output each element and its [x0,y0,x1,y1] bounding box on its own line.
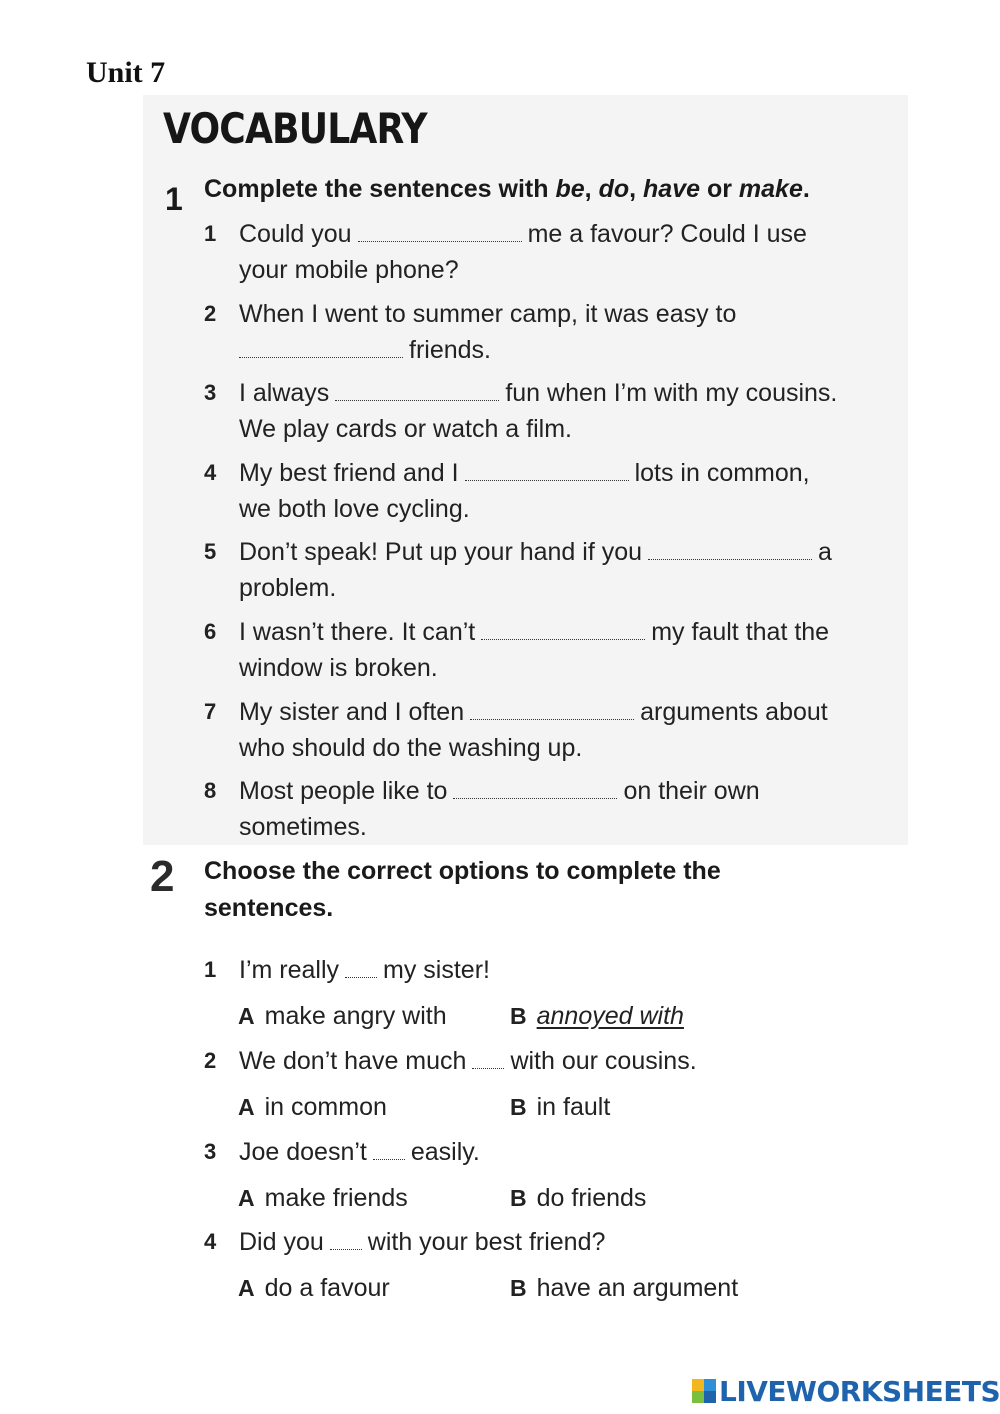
option-a[interactable]: A in common [238,1093,387,1121]
logo-tile [692,1391,704,1403]
item-line-2: we both love cycling. [239,495,470,523]
item-line-2: problem. [239,574,337,602]
item-line-1: My best friend and I lots in common, [239,459,810,487]
item-number: 2 [204,1048,217,1073]
answer-blank[interactable] [373,1139,405,1160]
item-question: Joe doesn’t easily. [239,1138,480,1166]
answer-blank[interactable] [330,1229,362,1250]
option-b[interactable]: B annoyed with [510,1002,684,1030]
exercise-1-instruction: Complete the sentences with be, do, have or make. [204,175,810,203]
option-a[interactable]: A do a favour [238,1274,390,1302]
liveworksheets-watermark [692,1374,1000,1408]
item-number: 3 [204,380,217,405]
item-line-1: Could you me a favour? Could I use [239,220,807,248]
answer-blank[interactable] [465,460,629,481]
exercise-2-instruction [204,853,721,927]
item-question: I’m really my sister! [239,956,490,984]
option-b[interactable]: B do friends [510,1184,647,1212]
item-line-2: sometimes. [239,813,367,841]
logo-tile [692,1379,704,1391]
item-number: 8 [204,778,217,803]
item-line-1: I wasn’t there. It can’t my fault that the [239,618,830,646]
item-number: 5 [204,539,217,564]
selected-option-text: annoyed with [536,1002,684,1030]
section-title: VOCABULARY [163,104,427,153]
option-b[interactable]: B in fault [510,1093,611,1121]
liveworksheets-logo-icon [692,1379,716,1403]
instruction-line-2: sentences. [204,894,334,922]
answer-blank[interactable] [472,1048,504,1069]
item-line-1: My sister and I often arguments about [239,698,828,726]
item-line-1: Most people like to on their own [239,777,760,805]
answer-blank[interactable] [470,699,634,720]
answer-blank[interactable] [239,337,403,358]
logo-tile [704,1379,716,1391]
item-number: 4 [204,1229,217,1254]
item-line-1: I always fun when I’m with my cousins. [239,379,838,407]
item-number: 2 [204,301,217,326]
item-line-2: who should do the washing up. [239,734,583,762]
answer-blank[interactable] [648,539,812,560]
item-number: 1 [204,221,217,246]
item-question: We don’t have much with our cousins. [239,1047,697,1075]
item-number: 7 [204,699,217,724]
option-a[interactable]: A make angry with [238,1002,447,1030]
option-b[interactable]: B have an argument [510,1274,739,1302]
answer-blank[interactable] [481,619,645,640]
item-number: 6 [204,619,217,644]
item-number: 1 [204,957,217,982]
watermark-text: LIVEWORKSHEETS [719,1374,1000,1408]
item-line-2: friends. [239,332,491,368]
item-line-2: window is broken. [239,654,438,682]
item-line-1: When I went to summer camp, it was easy to [239,300,737,328]
instruction-line-1: Choose the correct options to complete the [204,857,721,885]
item-line-1: Don’t speak! Put up your hand if you a [239,538,832,566]
item-line-2: We play cards or watch a film. [239,415,572,443]
item-question: Did you with your best friend? [239,1228,606,1256]
exercise-2-number: 2 [150,852,175,901]
item-line-2: your mobile phone? [239,256,459,284]
exercise-1-number: 1 [165,181,183,217]
item-number: 4 [204,460,217,485]
answer-blank[interactable] [345,957,377,978]
unit-title: Unit 7 [86,56,166,89]
item-number: 3 [204,1139,217,1164]
answer-blank[interactable] [358,221,522,242]
logo-tile [704,1391,716,1403]
answer-blank[interactable] [335,380,499,401]
answer-blank[interactable] [453,778,617,799]
option-a[interactable]: A make friends [238,1184,408,1212]
